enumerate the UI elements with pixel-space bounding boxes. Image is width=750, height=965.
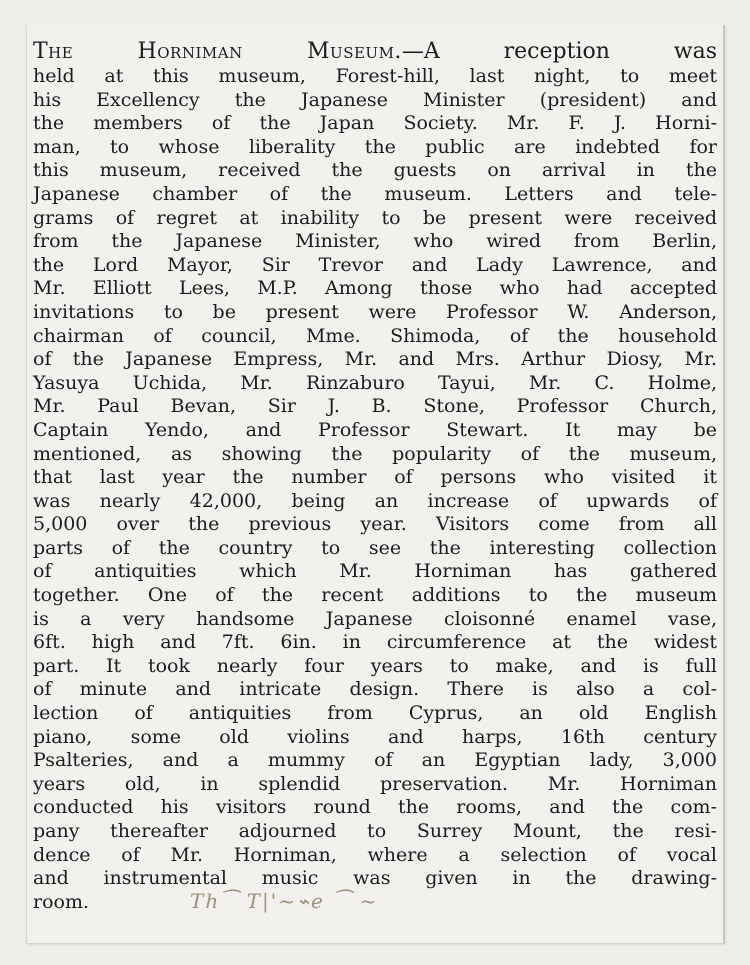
article-line: invitations to be present were Professor W. Anderson,: [33, 300, 717, 323]
article-line: of minute and intricate design. There is also a col-: [33, 678, 717, 701]
article-line: grams of regret at inability to be present were received: [33, 206, 717, 229]
article-line: parts of the country to see the interesting collection: [33, 536, 717, 559]
handwritten-source-note: Th⁀ T|'~⌁e ⁀ ~: [190, 889, 379, 913]
article-line: lection of antiquities from Cyprus, an old English: [33, 702, 717, 725]
article-line: the Lord Mayor, Sir Trevor and Lady Lawrence, and: [33, 253, 717, 276]
article-line: of the Japanese Empress, Mr. and Mrs. Arthur Diosy, Mr.: [33, 348, 717, 371]
article-last-line: room.: [33, 890, 90, 913]
article-line: part. It took nearly four years to make, and is full: [33, 654, 717, 677]
article-line: together. One of the recent additions to the museum: [33, 584, 717, 607]
article-body: [33, 39, 717, 914]
article-line: Captain Yendo, and Professor Stewart. It may be: [33, 418, 717, 441]
article-line: the members of the Japan Society. Mr. F. J. Horni-: [33, 112, 717, 135]
article-line: is a very handsome Japanese cloisonné enamel vase,: [33, 607, 717, 630]
article-line: Japanese chamber of the museum. Letters and tele-: [33, 182, 717, 205]
article-line: held at this museum, Forest-hill, last night, to meet: [33, 65, 717, 87]
article-line: his Excellency the Japanese Minister (president) and: [33, 88, 717, 111]
article-line: 5,000 over the previous year. Visitors come from all: [33, 513, 717, 536]
article-line: 6ft. high and 7ft. 6in. in circumference at the widest: [33, 631, 717, 654]
article-line: pany thereafter adjourned to Surrey Mount, the resi-: [33, 820, 717, 842]
article-line: and instrumental music was given in the drawing-: [33, 867, 717, 890]
article-line: Psalteries, and a mummy of an Egyptian lady, 3,000: [33, 749, 717, 772]
article-line: dence of Mr. Horniman, where a selection of vocal: [33, 843, 717, 866]
article-line: conducted his visitors round the rooms, and the com-: [33, 796, 717, 819]
article-line: mentioned, as showing the popularity of the museum,: [33, 442, 717, 465]
article-line: Mr. Elliott Lees, M.P. Among those who had accepted: [33, 277, 717, 300]
article-line: Mr. Paul Bevan, Sir J. B. Stone, Professor Church,: [33, 395, 717, 418]
article-line: that last year the number of persons who visited it: [33, 466, 717, 489]
article-first-line-text: —A reception was: [401, 39, 717, 64]
article-first-line: [33, 39, 717, 65]
article-line: from the Japanese Minister, who wired from Berlin,: [33, 230, 717, 253]
article-lines: [33, 65, 717, 891]
article-line: was nearly 42,000, being an increase of upwards of: [33, 489, 717, 512]
article-line: of antiquities which Mr. Horniman has gathered: [33, 560, 717, 583]
article-line: chairman of council, Mme. Shimoda, of the household: [33, 324, 717, 347]
article-headline: The Horniman Museum.: [33, 39, 402, 64]
article-line: piano, some old violins and harps, 16th century: [33, 725, 717, 748]
newspaper-clipping: [26, 25, 725, 944]
article-line: years old, in splendid preservation. Mr. Horniman: [33, 772, 717, 795]
article-line: this museum, received the guests on arrival in the: [33, 159, 717, 182]
article-line: Yasuya Uchida, Mr. Rinzaburo Tayui, Mr. C. Holme,: [33, 371, 717, 394]
article-line: man, to whose liberality the public are indebted for: [33, 135, 717, 158]
